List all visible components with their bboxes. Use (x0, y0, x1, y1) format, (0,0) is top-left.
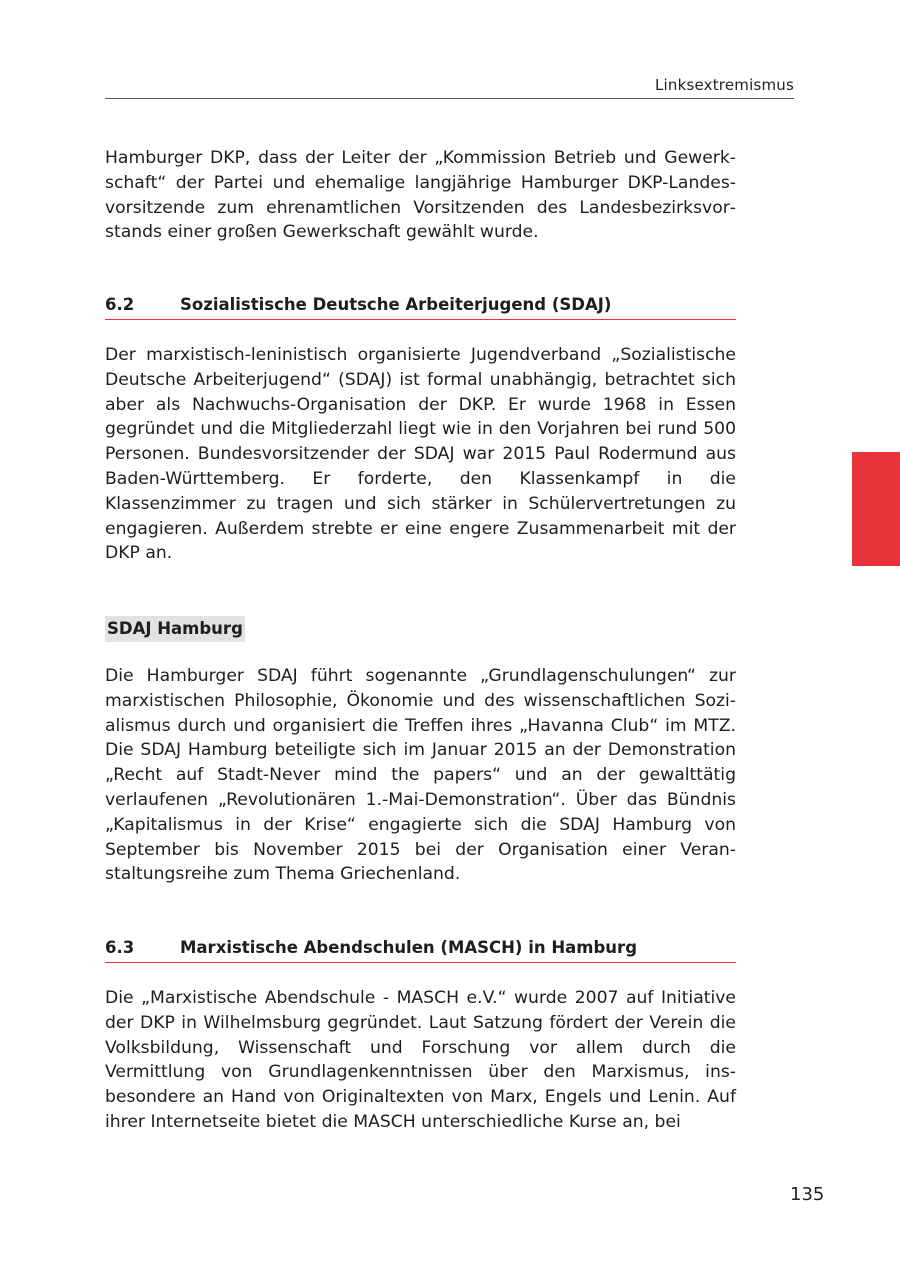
chapter-thumb-tab (852, 452, 900, 566)
page-number: 135 (790, 1184, 825, 1205)
section-title: Sozialistische Deutsche Arbeiterjugend (SDAJ) (180, 295, 612, 314)
subsection-heading-sdaj-hamburg: SDAJ Hamburg (105, 616, 245, 642)
section-6-2-paragraph: Der marxistisch-leninistisch organisierte Jugendverband „Sozialistische Deutsche Arbeiterjugend“ (SDAJ) ist formal unabhängig, betrachtet sich aber als Nachwuchs-Organisation der DKP. Er wurde 1968 in Essen gegründet und die Mitgliederzahl liegt wie in den Vorjahren bei rund 500 Personen. Bundesvorsitzender der SDAJ war 2015 Paul Rodermund aus Baden-Württemberg. Er forderte, den Klassenkampf in die Klassenzimmer zu tragen und sich stärker in Schülervertretungen zu engagieren. Außerdem strebte er eine engere Zusammenarbeit mit der DKP an. (105, 345, 736, 564)
section-6-3-paragraph: Die „Marxistische Abendschule - MASCH e.V.“ wurde 2007 auf Initiative der DKP in Wilhelmsburg gegründet. Laut Satzung fördert der Verein die Volksbildung, Wissenschaft und Forschung vor allem durch die Vermittlung von Grundlagenkenntnissen über den Marxismus, insbesondere an Hand von Originaltexten von Marx, Engels und Lenin. Auf ihrer Internetseite bietet die MASCH unterschiedliche Kurse an, bei (105, 988, 736, 1132)
running-header (105, 74, 794, 99)
section-number: 6.3 (105, 938, 135, 957)
section-title: Marxistische Abendschulen (MASCH) in Hamburg (180, 938, 638, 957)
section-6-2-heading (105, 293, 736, 320)
intro-paragraph: Hamburger DKP, dass der Leiter der „Kommission Betrieb und Gewerkschaft“ der Partei und ehemalige langjährige Hamburger DKP-Landesvorsitzende zum ehrenamtlichen Vorsitzenden des Landesbezirksvorstands einer großen Gewerkschaft gewählt wurde. (105, 148, 736, 243)
section-6-3-heading (105, 936, 736, 963)
running-header-title: Linksextremismus (654, 76, 794, 94)
section-number: 6.2 (105, 295, 135, 314)
sdaj-hamburg-paragraph: Die Hamburger SDAJ führt sogenannte „Grundlagenschulungen“ zur marxistischen Philosophie, Ökonomie und des wissenschaftlichen Sozialismus durch und organisiert die Treffen ihres „Havanna Club“ im MTZ. Die SDAJ Hamburg beteiligte sich im Januar 2015 an der Demonstration „Recht auf Stadt-Never mind the papers“ und an der gewalttätig verlaufenen „Revolutionären 1.-Mai-Demonstration“. Über das Bündnis „Kapitalismus in der Krise“ engagierte sich die SDAJ Hamburg von September bis November 2015 bei der Organisation einer Veranstaltungsreihe zum Thema Griechenland. (105, 666, 736, 885)
